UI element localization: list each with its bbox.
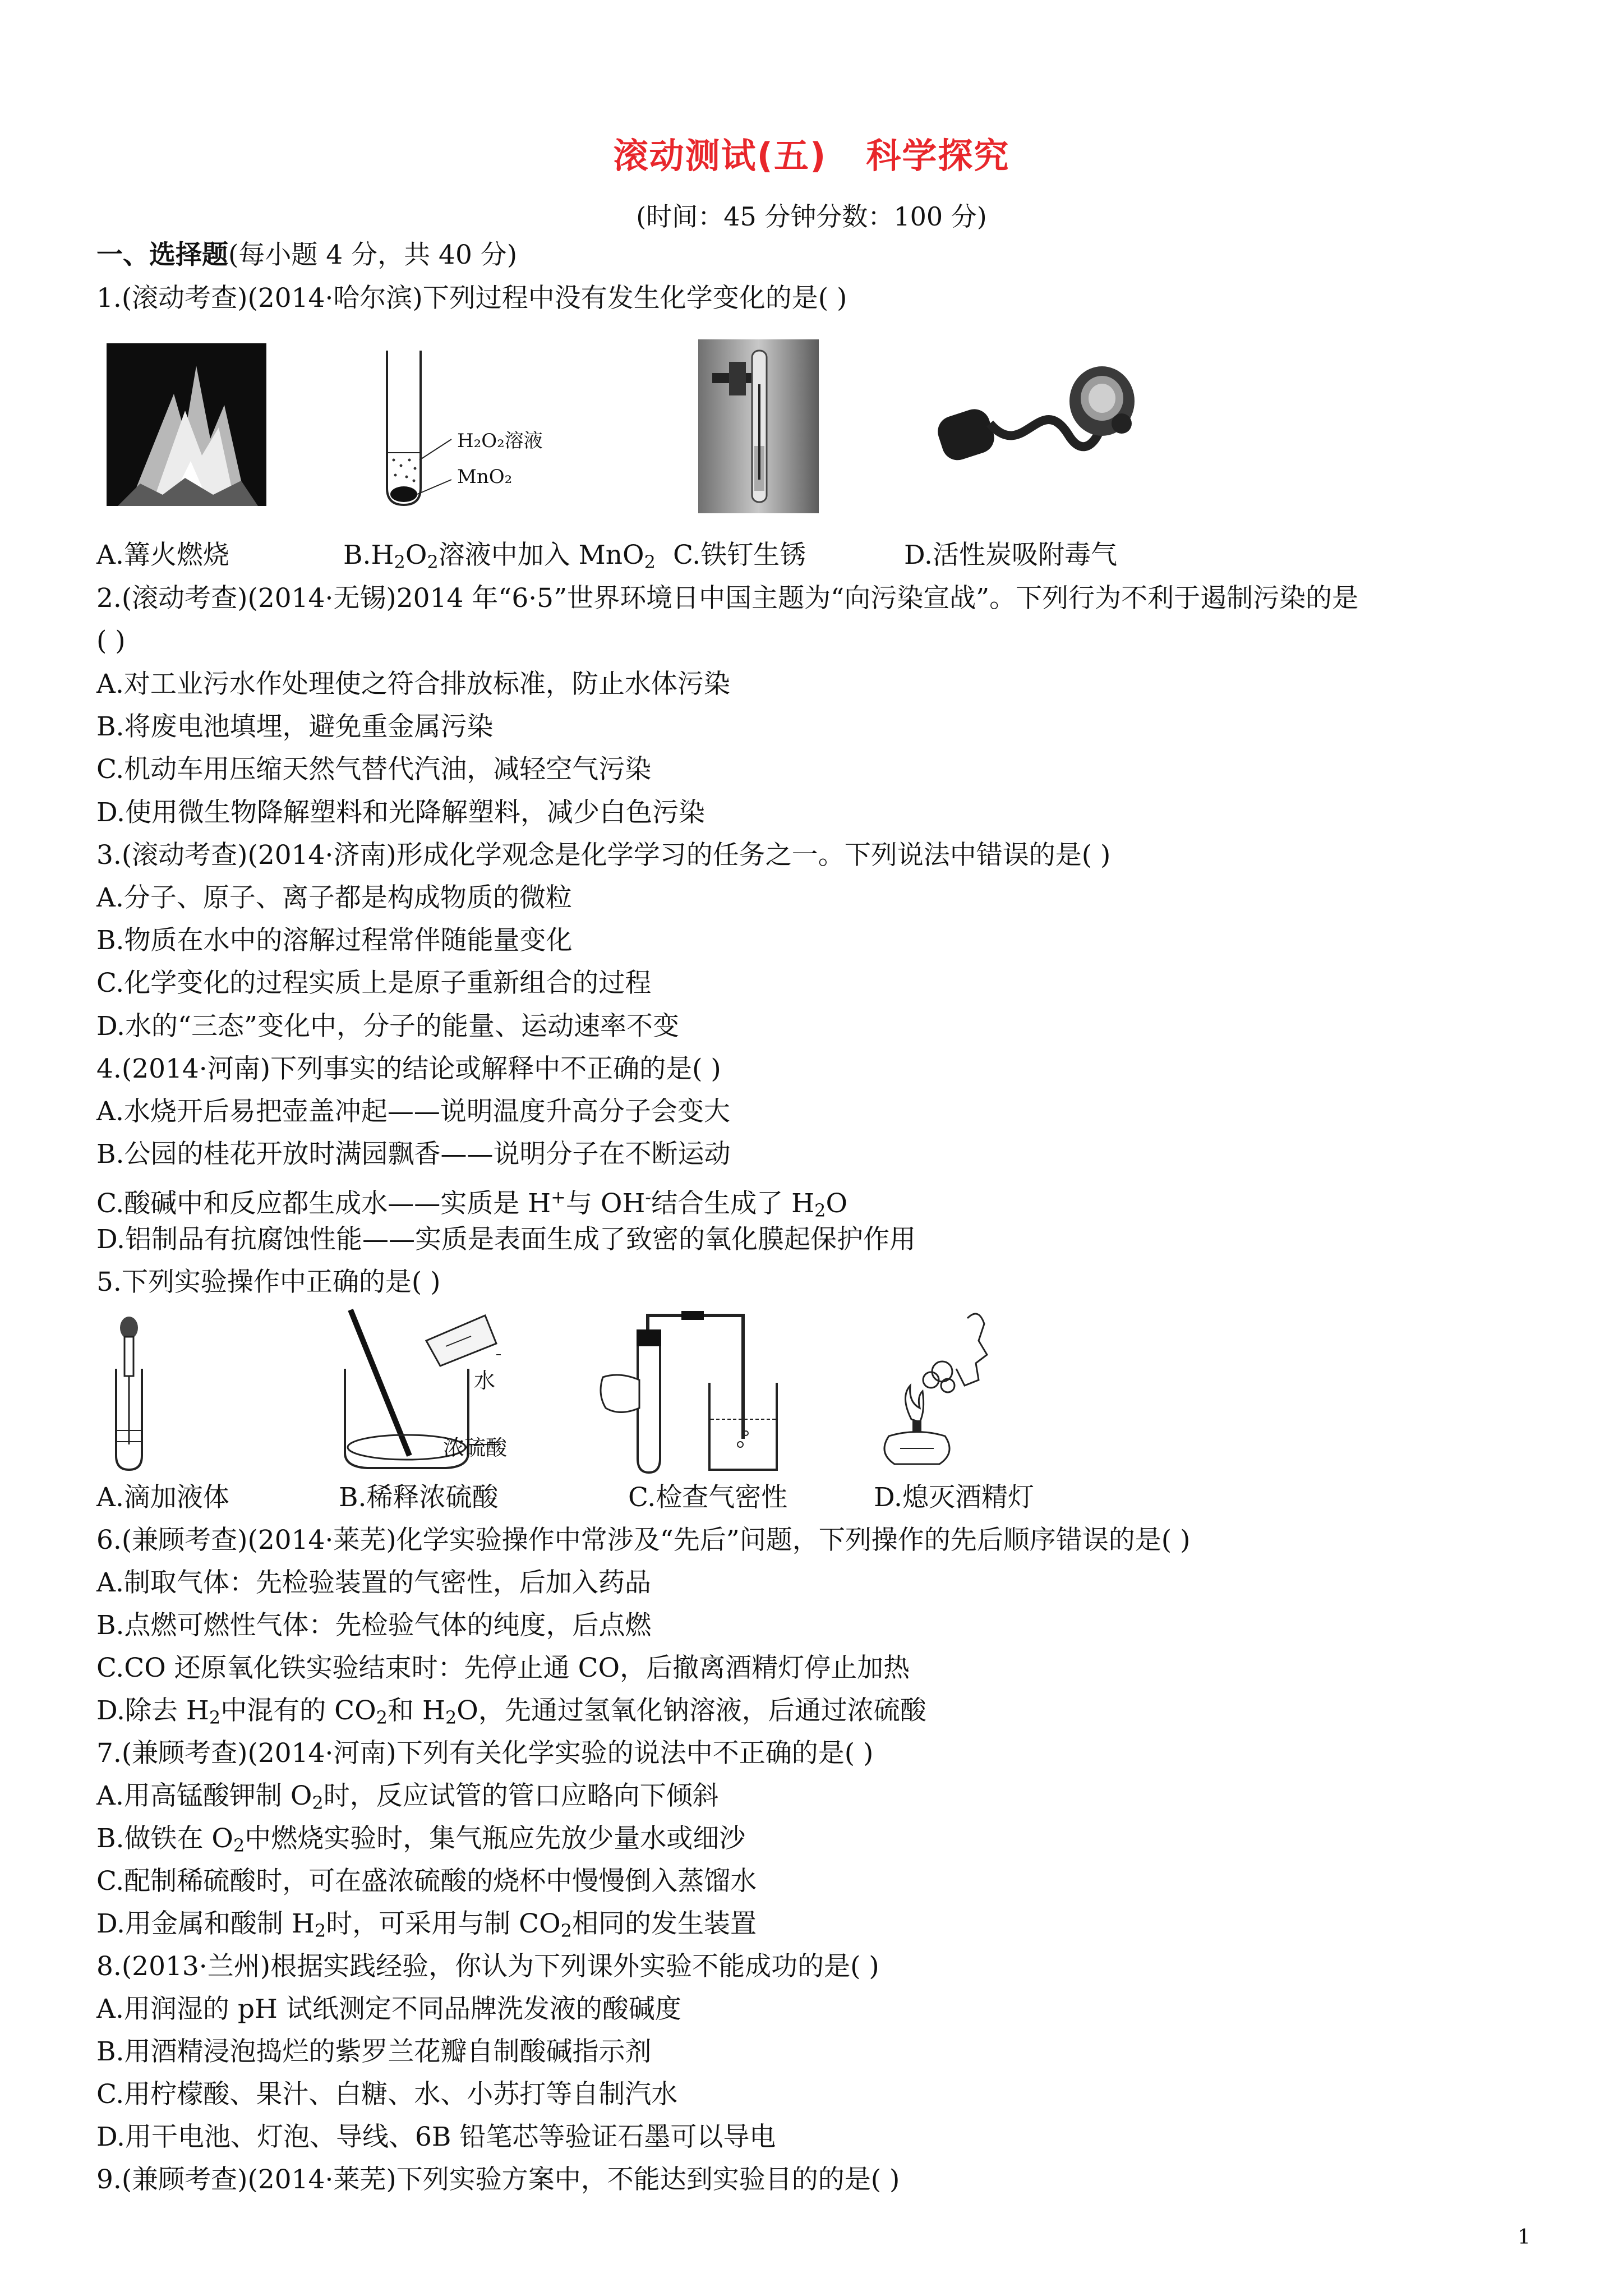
q1-option-a: A.篝火燃烧	[96, 540, 229, 570]
question-2-stem: 2.(滚动考查)(2014·无锡)2014 年“6·5”世界环境日中国主题为“向污染宣战”。下列行为不利于遏制污染的是	[96, 583, 1359, 614]
question-6-stem: 6.(兼顾考查)(2014·莱芜)化学实验操作中常涉及“先后”问题，下列操作的先后顺序错误的是( )	[96, 1525, 1191, 1556]
q4-option-c-part: 结合生成了 H	[651, 1188, 815, 1219]
question-7-stem: 7.(兼顾考查)(2014·河南)下列有关化学实验的说法中不正确的是( )	[96, 1738, 874, 1769]
gas-mask-photo	[934, 351, 1147, 480]
q7-option-b-part: 中燃烧实验时，集气瓶应先放少量水或细沙	[245, 1823, 746, 1854]
q3-option-d: D.水的“三态”变化中，分子的能量、运动速率不变	[96, 1011, 680, 1042]
q3-option-a: A.分子、原子、离子都是构成物质的微粒	[96, 882, 572, 913]
extinguish-alcohol-lamp-diagram	[866, 1301, 1018, 1475]
q4-option-c-part: 与 OH	[565, 1188, 645, 1219]
bonfire-image	[107, 343, 266, 506]
q3-option-c: C.化学变化的过程实质上是原子重新组合的过程	[96, 968, 652, 999]
q6-option-d-part: 和 H	[388, 1695, 445, 1726]
q7-option-a	[96, 1779, 719, 1820]
q1-option-b-sub: 2	[644, 551, 656, 573]
dropper-test-tube-diagram	[104, 1315, 154, 1475]
q8-option-b: B.用酒精浸泡捣烂的紫罗兰花瓣自制酸碱指示剂	[96, 2036, 652, 2067]
q2-option-b: B.将废电池填埋，避免重金属污染	[96, 711, 494, 742]
page-title	[0, 128, 1623, 178]
q4-option-a: A.水烧开后易把壶盖冲起——说明温度升高分子会变大	[96, 1096, 730, 1127]
q3-option-b: B.物质在水中的溶解过程常伴随能量变化	[96, 925, 573, 956]
question-4-stem: 4.(2014·河南)下列事实的结论或解释中不正确的是( )	[96, 1053, 721, 1084]
q7-option-b-part: B.做铁在 O	[96, 1823, 233, 1854]
q2-option-c: C.机动车用压缩天然气替代汽油，减轻空气污染	[96, 754, 652, 785]
q4-option-c-sub: 2	[814, 1199, 826, 1221]
q7-option-d-part: D.用金属和酸制 H	[96, 1908, 315, 1939]
q1-option-c: C.铁钉生锈	[673, 540, 806, 570]
q4-option-c-sup: -	[645, 1186, 652, 1208]
q6-option-d-part: 中混有的 CO	[220, 1695, 376, 1726]
label-mno2: MnO₂	[457, 466, 513, 488]
q6-option-d-part: O，先通过氢氧化钠溶液，后通过浓硫酸	[457, 1695, 926, 1726]
q4-option-c-part: C.酸碱中和反应都生成水——实质是 H	[96, 1188, 551, 1219]
q6-option-b: B.点燃可燃性气体：先检验气体的纯度，后点燃	[96, 1610, 652, 1641]
q6-option-c: C.CO 还原氧化铁实验结束时：先停止通 CO，后撤离酒精灯停止加热	[96, 1653, 910, 1683]
title-part1: 滚动测试(五)	[613, 135, 827, 176]
q7-option-b-sub: 2	[233, 1834, 245, 1856]
q1-option-b-sub: 2	[427, 551, 439, 573]
section-heading	[96, 238, 517, 272]
q1-option-b	[343, 539, 656, 579]
q4-option-c-part: O	[826, 1188, 848, 1219]
q6-option-d-sub: 2	[376, 1706, 388, 1728]
q7-option-a-part: A.用高锰酸钾制 O	[96, 1780, 312, 1811]
q6-option-d-sub: 2	[209, 1706, 221, 1728]
label-conc-sulfuric-acid: 浓硫酸	[443, 1435, 508, 1460]
q4-option-c	[96, 1180, 847, 1227]
q7-option-a-part: 时，反应试管的管口应略向下倾斜	[323, 1780, 719, 1811]
question-3-stem: 3.(滚动考查)(2014·济南)形成化学观念是化学学习的任务之一。下列说法中错误的是( )	[96, 840, 1111, 871]
exam-meta: (时间：45 分钟分数：100 分)	[636, 201, 987, 232]
q7-option-b	[96, 1822, 745, 1862]
q4-option-b: B.公园的桂花开放时满园飘香——说明分子在不断运动	[96, 1139, 731, 1170]
q8-option-a: A.用润湿的 pH 试纸测定不同品牌洗发液的酸碱度	[96, 1994, 681, 2024]
page-number: 1	[1518, 2226, 1530, 2249]
q4-option-d: D.铝制品有抗腐蚀性能——实质是表面生成了致密的氧化膜起保护作用	[96, 1224, 916, 1255]
q1-option-b-part: 溶液中加入 MnO	[438, 540, 644, 570]
q5-option-b: B.稀释浓硫酸	[339, 1482, 499, 1513]
q7-option-d-sub: 2	[314, 1920, 326, 1941]
q7-option-d	[96, 1907, 757, 1948]
question-8-stem: 8.(2013·兰州)根据实践经验，你认为下列课外实验不能成功的是( )	[96, 1951, 879, 1982]
q7-option-d-part: 相同的发生装置	[572, 1908, 757, 1939]
q2-option-d: D.使用微生物降解塑料和光降解塑料，减少白色污染	[96, 797, 705, 828]
iron-nail-rust-photo	[698, 339, 819, 513]
q6-option-d	[96, 1694, 926, 1734]
airtightness-check-diagram	[597, 1310, 780, 1475]
q5-option-a: A.滴加液体	[96, 1482, 229, 1513]
q5-option-d: D.熄灭酒精灯	[874, 1482, 1034, 1513]
q7-option-a-sub: 2	[312, 1792, 324, 1814]
question-2-paren: ( )	[96, 625, 126, 656]
question-5-stem: 5.下列实验操作中正确的是( )	[96, 1267, 441, 1297]
label-water: 水	[474, 1368, 496, 1393]
q1-option-b-sub: 2	[394, 551, 405, 573]
title-part2: 科学探究	[866, 135, 1010, 176]
question-1-stem: 1.(滚动考查)(2014·哈尔滨)下列过程中没有发生化学变化的是( )	[96, 283, 847, 314]
q6-option-a: A.制取气体：先检验装置的气密性，后加入药品	[96, 1567, 651, 1598]
q6-option-d-sub: 2	[445, 1706, 457, 1728]
section-note: (每小题 4 分，共 40 分)	[228, 240, 518, 270]
q1-option-d: D.活性炭吸附毒气	[904, 540, 1117, 570]
q7-option-d-part: 时，可采用与制 CO	[326, 1908, 561, 1939]
q1-option-b-part: O	[405, 540, 427, 570]
q7-option-d-sub: 2	[560, 1920, 572, 1941]
q6-option-d-part: D.除去 H	[96, 1695, 209, 1726]
q7-option-c: C.配制稀硫酸时，可在盛浓硫酸的烧杯中慢慢倒入蒸馏水	[96, 1866, 757, 1897]
q5-option-c: C.检查气密性	[628, 1482, 788, 1513]
q4-option-c-sup: +	[551, 1186, 566, 1208]
label-h2o2-solution: H₂O₂溶液	[457, 430, 543, 452]
q8-option-c: C.用柠檬酸、果汁、白糖、水、小苏打等自制汽水	[96, 2079, 678, 2110]
question-9-stem: 9.(兼顾考查)(2014·莱芜)下列实验方案中，不能达到实验目的的是( )	[96, 2164, 900, 2195]
section-heading-text: 一、选择题	[96, 240, 228, 270]
q2-option-a: A.对工业污水作处理使之符合排放标准，防止水体污染	[96, 669, 730, 700]
q1-option-b-part: B.H	[343, 540, 394, 570]
q8-option-d: D.用干电池、灯泡、导线、6B 铅笔芯等验证石墨可以导电	[96, 2122, 776, 2152]
